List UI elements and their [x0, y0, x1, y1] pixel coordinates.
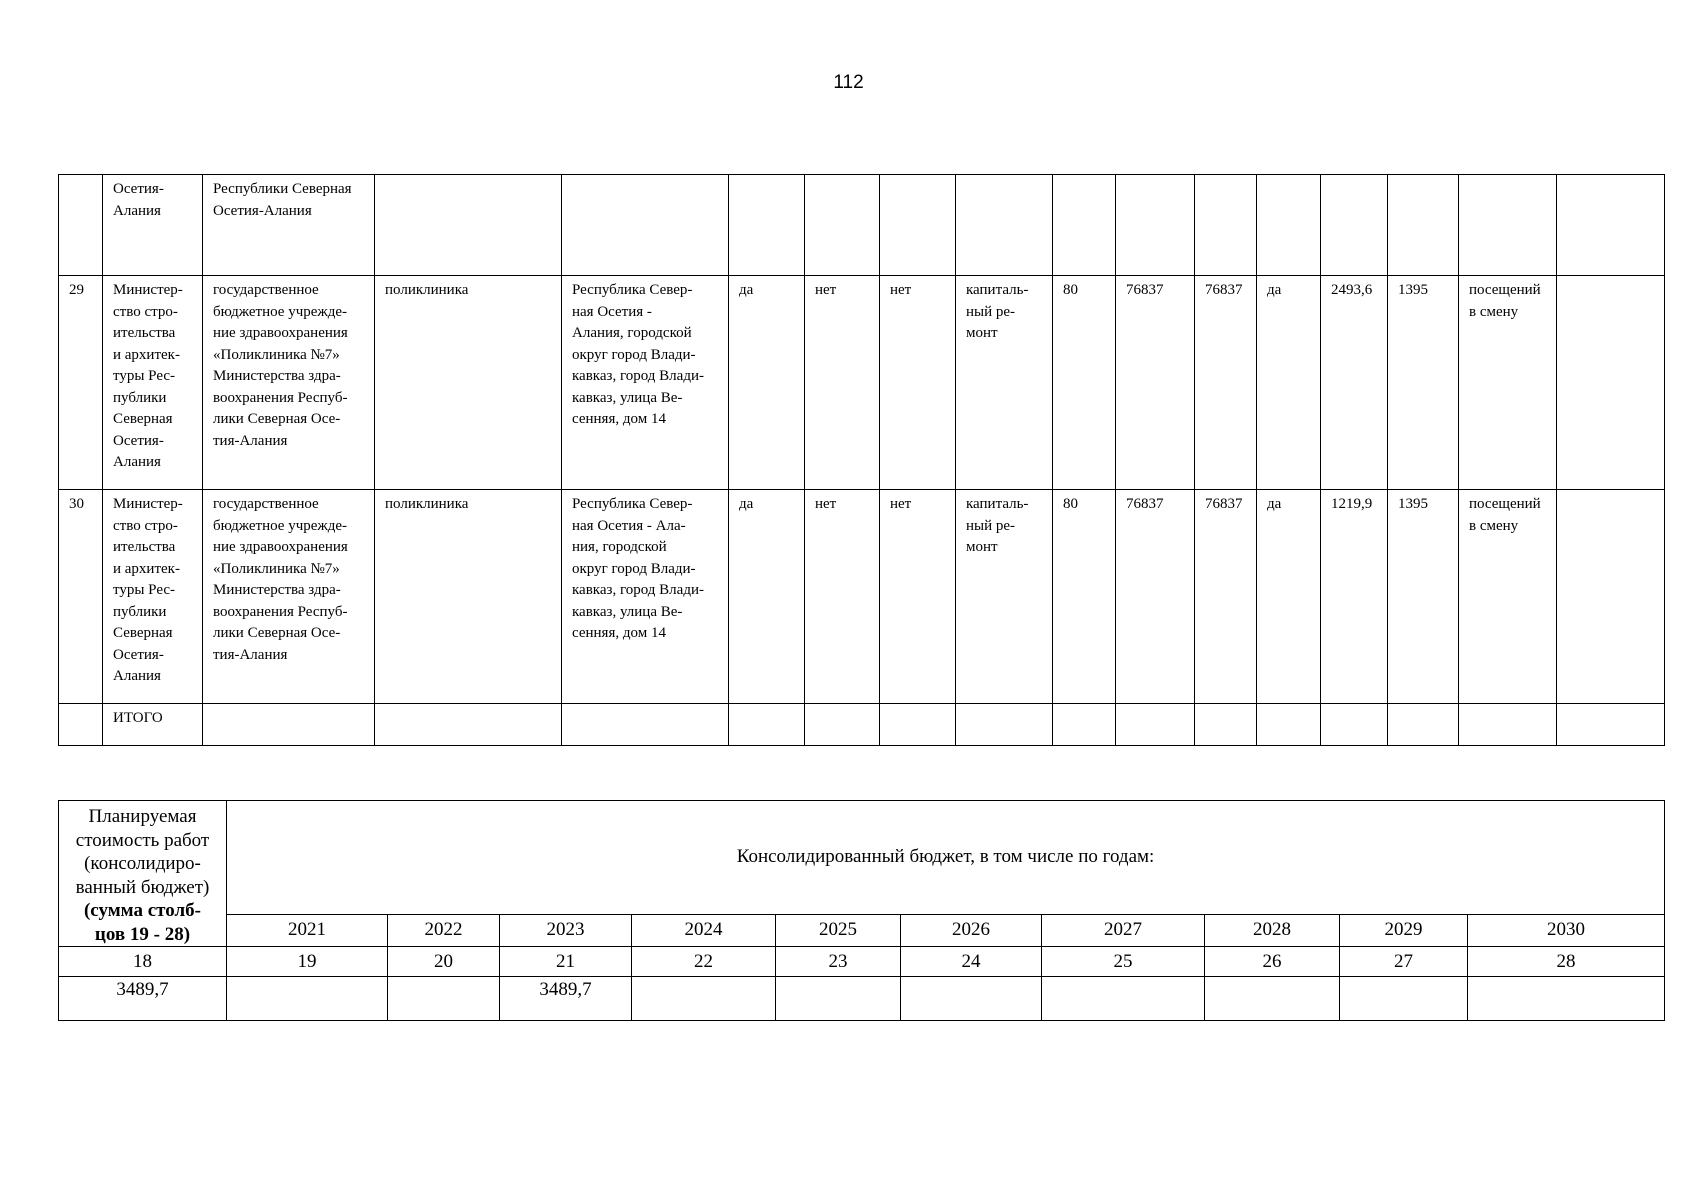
table-row [59, 276, 1665, 490]
column-number: 18 [59, 947, 227, 977]
value-cell: 1395 [1388, 276, 1459, 490]
address-cell: Республика Север- ная Осетия - Ала- ния, городской округ город Влади- кавказ, город Влади- кавказ, улица Ве- сенняя, дом 14 [562, 490, 729, 704]
institution-cell: государственное бюджетное учрежде- ние здравоохранения «Поликлиника №7» Министерства здра- воохранения Респуб- лики Северная Осе- тия-Алания [203, 276, 375, 490]
empty-cell [1388, 704, 1459, 746]
empty-cell [1459, 175, 1557, 276]
budget-value [901, 977, 1042, 1021]
work-type-cell: капиталь- ный ре- монт [956, 276, 1053, 490]
num-cell [59, 704, 103, 746]
empty-cell [1053, 175, 1116, 276]
object-type-cell: поликлиника [375, 276, 562, 490]
budget-value [776, 977, 901, 1021]
empty-cell [880, 175, 956, 276]
empty-cell [1116, 175, 1195, 276]
empty-cell [805, 175, 880, 276]
ministry-cell: Министер- ство стро- ительства и архитек- туры Рес- публики Северная Осетия- Алания [103, 490, 203, 704]
column-number: 20 [388, 947, 500, 977]
empty-cell [956, 704, 1053, 746]
table-row [59, 490, 1665, 704]
empty-cell [1459, 704, 1557, 746]
budget-value: 3489,7 [59, 977, 227, 1021]
empty-cell [1195, 704, 1257, 746]
num-cell: 29 [59, 276, 103, 490]
empty-cell [729, 175, 805, 276]
year-header: 2027 [1042, 914, 1205, 946]
column-number: 19 [227, 947, 388, 977]
year-header: 2023 [500, 914, 632, 946]
budget-value [1468, 977, 1665, 1021]
column-number: 25 [1042, 947, 1205, 977]
value-cell: 1219,9 [1321, 490, 1388, 704]
empty-cell [805, 704, 880, 746]
budget-value [1205, 977, 1340, 1021]
ministry-cell: Министер- ство стро- ительства и архитек- туры Рес- публики Северная Осетия- Алания [103, 276, 203, 490]
year-header: 2022 [388, 914, 500, 946]
year-header: 2024 [632, 914, 776, 946]
budget-value [227, 977, 388, 1021]
empty-cell [203, 704, 375, 746]
value-cell: 2493,6 [1321, 276, 1388, 490]
empty-cell [1388, 175, 1459, 276]
value-cell: 76837 [1195, 490, 1257, 704]
consolidated-budget-header: Консолидированный бюджет, в том числе по годам: [227, 801, 1665, 915]
object-type-cell: поликлиника [375, 490, 562, 704]
page-number: 112 [833, 72, 864, 93]
year-header: 2025 [776, 914, 901, 946]
empty-cell [1116, 704, 1195, 746]
flag-cell: да [729, 490, 805, 704]
num-cell: 30 [59, 490, 103, 704]
value-cell: 80 [1053, 490, 1116, 704]
empty-cell [1195, 175, 1257, 276]
value-cell [1557, 276, 1665, 490]
objects-table [58, 174, 1665, 746]
flag-cell: да [729, 276, 805, 490]
empty-cell [1321, 704, 1388, 746]
num-cell [59, 175, 103, 276]
empty-cell [956, 175, 1053, 276]
value-cell: 76837 [1195, 276, 1257, 490]
budget-value: 3489,7 [500, 977, 632, 1021]
empty-cell [1257, 175, 1321, 276]
empty-cell [375, 704, 562, 746]
budget-table [58, 800, 1665, 1021]
budget-value [632, 977, 776, 1021]
empty-cell [1321, 175, 1388, 276]
column-number: 28 [1468, 947, 1665, 977]
empty-cell [729, 704, 805, 746]
year-header: 2026 [901, 914, 1042, 946]
flag-cell: нет [805, 490, 880, 704]
flag-cell: да [1257, 276, 1321, 490]
address-cell: Республика Север- ная Осетия - Алания, городской округ город Влади- кавказ, город Влади- кавказ, улица Ве- сенняя, дом 14 [562, 276, 729, 490]
unit-cell: посещений в смену [1459, 490, 1557, 704]
value-cell: 80 [1053, 276, 1116, 490]
year-header: 2030 [1468, 914, 1665, 946]
flag-cell: нет [805, 276, 880, 490]
empty-cell [1257, 704, 1321, 746]
work-type-cell: капиталь- ный ре- монт [956, 490, 1053, 704]
value-cell: 1395 [1388, 490, 1459, 704]
empty-cell [562, 704, 729, 746]
year-header: 2021 [227, 914, 388, 946]
column-number: 22 [632, 947, 776, 977]
column-number: 27 [1340, 947, 1468, 977]
value-cell: 76837 [1116, 490, 1195, 704]
budget-value [388, 977, 500, 1021]
budget-value [1042, 977, 1205, 1021]
empty-cell [1557, 175, 1665, 276]
total-row [59, 704, 1665, 746]
value-cell: 76837 [1116, 276, 1195, 490]
flag-cell: нет [880, 490, 956, 704]
empty-cell [562, 175, 729, 276]
planned-cost-header: Планируемая стоимость работ (консолидиро- ванный бюджет) (сумма столб- цов 19 - 28) [59, 801, 227, 947]
empty-cell [1557, 704, 1665, 746]
institution-cell: Республики Северная Осетия-Алания [203, 175, 375, 276]
year-header: 2029 [1340, 914, 1468, 946]
column-number: 21 [500, 947, 632, 977]
flag-cell: да [1257, 490, 1321, 704]
column-number: 26 [1205, 947, 1340, 977]
value-cell [1557, 490, 1665, 704]
budget-value [1340, 977, 1468, 1021]
unit-cell: посещений в смену [1459, 276, 1557, 490]
institution-cell: государственное бюджетное учрежде- ние здравоохранения «Поликлиника №7» Министерства здра- воохранения Респуб- лики Северная Осе- тия-Алания [203, 490, 375, 704]
empty-cell [375, 175, 562, 276]
ministry-cell: Осетия- Алания [103, 175, 203, 276]
empty-cell [880, 704, 956, 746]
flag-cell: нет [880, 276, 956, 490]
column-number: 24 [901, 947, 1042, 977]
total-label: ИТОГО [103, 704, 203, 746]
year-header: 2028 [1205, 914, 1340, 946]
empty-cell [1053, 704, 1116, 746]
column-number: 23 [776, 947, 901, 977]
continuation-row [59, 175, 1665, 276]
